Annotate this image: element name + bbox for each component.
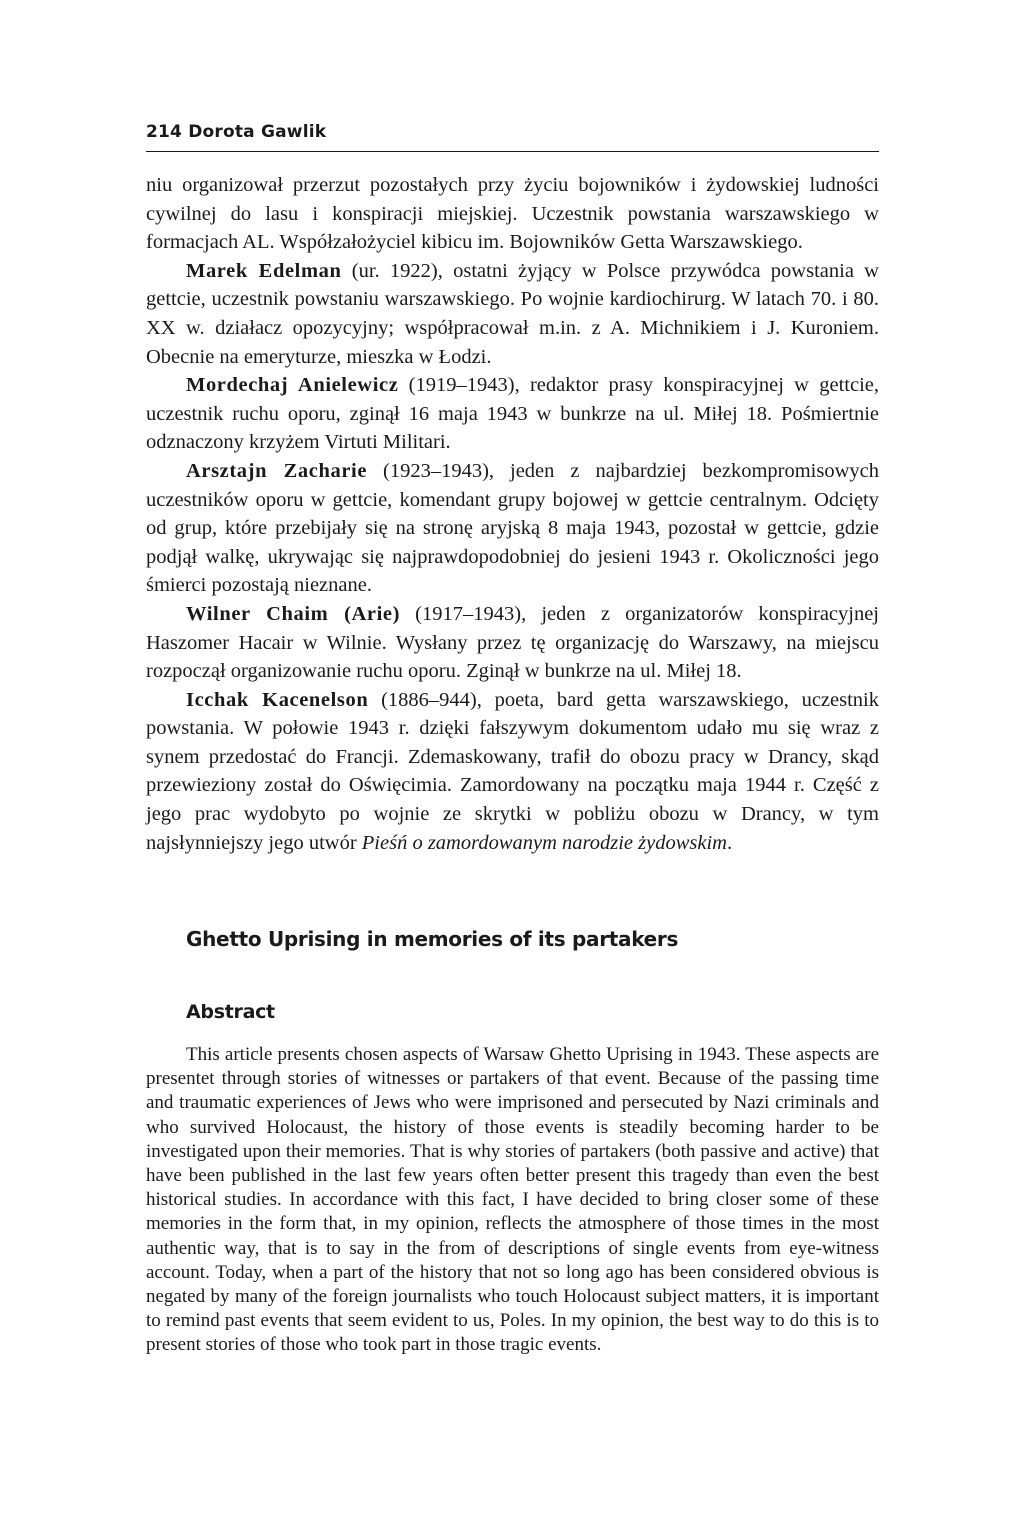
bio-text: (1923–1943), jeden z najbardziej bezkompromisowych uczestników oporu w gettcie, komendant grupy bojowej w gettcie centralnym. Odcięty od grup, które przebijały się na stronę aryjską 8 maja 1943, pozostał w gettcie, gdzie podjął walkę, ukrywając się najprawdopodobniej do jesieni 1943 r. Okoliczności jego śmierci pozostają nieznane.: [146, 459, 879, 597]
bio-entry: [146, 686, 879, 858]
abstract-heading: Abstract: [186, 1001, 275, 1023]
bio-entry: [146, 257, 879, 371]
bio-name: Marek Edelman: [186, 259, 342, 282]
bio-name: Arsztajn Zacharie: [186, 459, 368, 482]
bio-text: (1917–1943), jeden z organizatorów konspiracyjnej Haszomer Hacair w Wilnie. Wysłany przez tę organizację do Warszawy, na miejscu rozpoczął organizowanie ruchu oporu. Zginął w bunkrze na ul. Miłej 18.: [146, 602, 880, 683]
section-title: Ghetto Uprising in memories of its partakers: [186, 927, 679, 951]
bio-name: Wilner Chaim (Arie): [186, 602, 401, 625]
bio-name: Icchak Kacenelson: [186, 688, 369, 711]
bio-text-end: .: [726, 831, 733, 854]
bio-text: niu organizował przerzut pozostałych przy życiu bojowników i żydowskiej ludności cywilnej do lasu i konspiracji miejskiej. Uczestnik powstania warszawskiego w formacjach AL. Współzałożyciel kibicu im. Bojowników Getta Warszawskiego.: [146, 174, 879, 254]
bio-text: (ur. 1922), ostatni żyjący w Polsce przywódca powstania w gettcie, uczestnik powstaniu warszawskiego. Po wojnie kardiochirurg. W latach 70. i 80. XX w. działacz opozycyjny; współpracował m.in. z A. Michnikiem i J. Kuroniem. Obecnie na emeryturze, mieszka w Łodzi.: [146, 259, 879, 368]
running-head: 214 Dorota Gawlik: [146, 122, 327, 142]
work-title: Pieśń o zamordowanym narodzie żydowskim: [361, 831, 727, 854]
biographical-notes: [146, 171, 879, 857]
bio-text: (1886–944), poeta, bard getta warszawskiego, uczestnik powstania. W połowie 1943 r. dzięki fałszywym dokumentom udało mu się wraz z synem przedostać do Francji. Zdemaskowany, trafił do obozu pracy w Drancy, skąd przewieziony został do Oświęcimia. Zamordowany na początku maja 1944 r. Część z jego prac wydobyto po wojnie ze skrytki w pobliżu obozu w Drancy, w tym najsłynniejszy jego utwór: [146, 688, 879, 854]
bio-text: (1919–1943), redaktor prasy konspiracyjnej w gettcie, uczestnik ruchu oporu, zginął 16 maja 1943 w bunkrze na ul. Miłej 18. Pośmiertnie odznaczony krzyżem Virtuti Militari.: [146, 374, 879, 454]
bio-entry: [146, 457, 879, 600]
header-rule: [146, 151, 879, 152]
abstract-text: This article presents chosen aspects of Warsaw Ghetto Uprising in 1943. These aspects are presentet through stories of witnesses or partakers of that event. Because of the passing time and traumatic experiences of Jews who were imprisoned and persecuted by Nazi criminals and who survived Holocaust, the history of those events is steadily becoming harder to be investigated upon their memories. That is why stories of partakers (both passive and active) that have been published in the last few years often better present this tragedy than even the best historical studies. In accordance with this fact, I have decided to bring closer some of these memories in the form that, in my opinion, reflects the atmosphere of those times in the most authentic way, that is to say in the from of descriptions of single events from eye-witness account. Today, when a part of the history that not so long ago has been considered obvious is negated by many of the foreign journalists who touch Holocaust subject matters, it is important to remind past events that seem evident to us, Poles. In my opinion, the best way to do this is to present stories of those who took part in those tragic events.: [146, 1044, 879, 1356]
bio-entry: [146, 371, 879, 457]
bio-entry: [146, 600, 879, 686]
bio-entry-continued: [146, 171, 879, 257]
bio-name: Mordechaj Anielewicz: [186, 374, 399, 397]
